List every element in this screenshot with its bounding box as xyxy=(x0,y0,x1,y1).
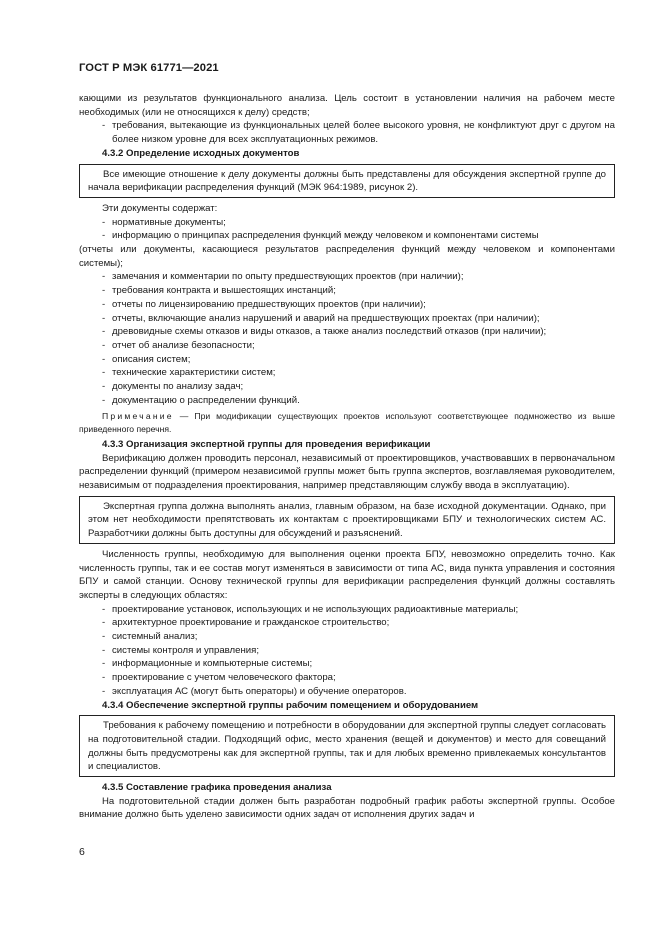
paragraph-intro: кающими из результатов функционального анализа. Цель состоит в установлении наличия на рабочем месте необходимых (или не относящихся к делу) средств; xyxy=(79,93,615,118)
list-item-continuation: (отчеты или документы, касающиеся результатов распределения функций между человеком и компонентами системы); xyxy=(79,244,615,269)
requirement-box xyxy=(79,164,615,198)
paragraph: Верификацию должен проводить персонал, независимый от проектировщиков, участвовавших в первоначальном распределении функций (примером независимой группы может быть группа экспертов, возглавляемая руководителем, независимым от подразделения проектирования, например представляющим службу ввода в эксплуатацию). xyxy=(79,452,615,491)
list-item: - требования контракта и вышестоящих инстанций; xyxy=(102,285,336,297)
list-item: - древовидные схемы отказов и виды отказов, а также анализ последствий отказов (при наличии); xyxy=(102,326,547,338)
list-item: - нормативные документы; xyxy=(102,216,226,228)
note-label: Примечание xyxy=(102,411,174,422)
section-heading-4-3-2: 4.3.2 Определение исходных документов xyxy=(102,147,300,159)
list-item: - проектирование установок, использующих и не использующих радиоактивные материалы; xyxy=(102,603,519,615)
paragraph: Численность группы, необходимую для выполнения оценки проекта БПУ, невозможно определить точно. Как численность группы, так и ее состав могут изменяться в зависимости от типа АС, вида пункта управления и состояния БПУ и самой станции. Основу технической группы для верификации распределения функций должны составлять эксперты в следующих областях: xyxy=(79,548,615,601)
list-item: - проектирование с учетом человеческого фактора; xyxy=(102,672,336,684)
paragraph: На подготовительной стадии должен быть разработан подробный график работы экспертной группы. Особое внимание должно быть уделено зависимости одних задач от исполнения других задач и xyxy=(79,795,615,821)
list-item: - системы контроля и управления; xyxy=(102,644,259,656)
requirement-text: Требования к рабочему помещению и потребности в оборудовании для экспертной группы следует согласовать на подготовительной стадии. Подходящий офис, место хранения (вещей и документов) и место для совещаний должны быть предусмотрены как для экспертной группы, так и для любых временно привлекаемых консультантов и специалистов. xyxy=(88,720,606,773)
page-header: ГОСТ Р МЭК 61771—2021 xyxy=(79,62,219,74)
list-item: - описания систем; xyxy=(102,353,191,365)
list-item: - замечания и комментарии по опыту предшествующих проектов (при наличии); xyxy=(102,271,464,283)
list-lead: Эти документы содержат: xyxy=(102,202,218,214)
note xyxy=(79,410,615,434)
list-item: - архитектурное проектирование и гражданское строительство; xyxy=(102,617,390,629)
section-heading-4-3-3: 4.3.3 Организация экспертной группы для проведения верификации xyxy=(102,438,431,450)
requirement-text: Все имеющие отношение к делу документы должны быть представлены для обсуждения экспертной группе до начала верификации распределения функций (МЭК 964:1989, рисунок 2). xyxy=(88,168,606,194)
requirement-box xyxy=(79,715,615,777)
page-number: 6 xyxy=(79,846,85,858)
list-item: - эксплуатация АС (могут быть операторы) и обучение операторов. xyxy=(102,685,407,697)
list-item: - документацию о распределении функций. xyxy=(102,394,300,406)
list-item: - отчеты по лицензированию предшествующих проектов (при наличии); xyxy=(102,298,426,310)
list-item: - документы по анализу задач; xyxy=(102,381,244,393)
list-item: - информационные и компьютерные системы; xyxy=(102,658,313,670)
list-item: - отчеты, включающие анализ нарушений и аварий на предшествующих проектах (при наличии); xyxy=(102,312,540,324)
list-item: - системный анализ; xyxy=(102,631,198,643)
list-item: - информацию о принципах распределения функций между человеком и компонентами системы xyxy=(102,230,539,242)
requirement-text: Экспертная группа должна выполнять анализ, главным образом, на базе исходной документации. Однако, при этом нет необходимости препятствовать их контактам с проектировщиками БПУ и технологических систем АС. Разработчики должны быть доступны для обсуждений и разъяснений. xyxy=(88,500,606,540)
list-item: - отчет об анализе безопасности; xyxy=(102,339,255,351)
section-heading-4-3-5: 4.3.5 Составление графика проведения анализа xyxy=(102,782,332,794)
page-content xyxy=(79,92,615,822)
requirement-box xyxy=(79,496,615,544)
list-item: - технические характеристики систем; xyxy=(102,367,276,379)
note-text: — При модификации существующих проектов используют соответствующее подмножество из выше приведенного перечня. xyxy=(79,411,615,434)
list-item: - требования, вытекающие из функциональных целей более высокого уровня, не конфликтуют друг с другом на более низком уровне для всех эксплуатационных режимов. xyxy=(102,120,615,146)
section-heading-4-3-4: 4.3.4 Обеспечение экспертной группы рабочим помещением и оборудованием xyxy=(102,699,479,711)
